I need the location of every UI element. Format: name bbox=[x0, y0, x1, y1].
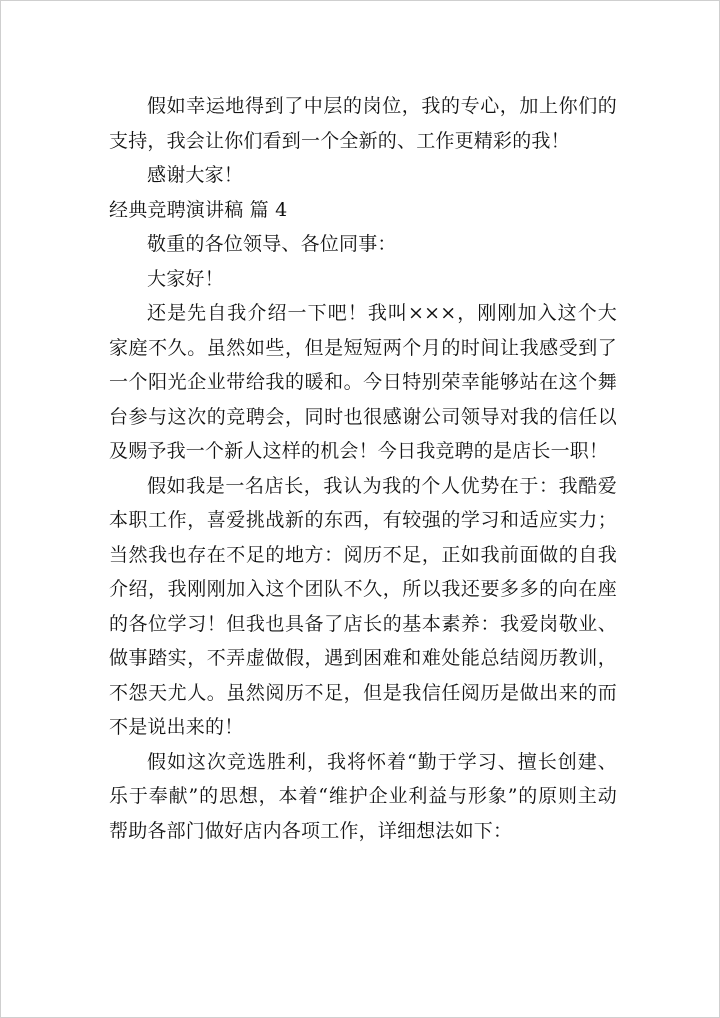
paragraph-plan: 假如这次竞选胜利，我将怀着“勤于学习、擅长创建、乐于奉献”的思想，本着“维护企业利益与形象”的原则主动帮助各部门做好店内各项工作，详细想法如下： bbox=[109, 750, 617, 842]
section-heading: 经典竞聘演讲稿 篇 4 bbox=[109, 198, 288, 221]
paragraph-strengths: 假如我是一名店长，我认为我的个人优势在于：我酷爱本职工作，喜爱挑战新的东西，有较强的学习和适应实力；当然我也存在不足的地方：阅历不足，正如我前面做的自我介绍，我刚刚加入这个团队不久，所以我还要多多的向在座的各位学习！但我也具备了店长的基本素养：我爱岗敬业、做事踏实，不弄虚做假，遇到困难和难处能总结阅历教训，不怨天尤人。虽然阅历不足，但是我信任阅历是做出来的而不是说出来的！ bbox=[109, 474, 617, 738]
paragraph-thanks: 感谢大家！ bbox=[147, 164, 244, 186]
document-body bbox=[109, 89, 617, 848]
paragraph-closing-support: 假如幸运地得到了中层的岗位，我的专心，加上你们的支持，我会让你们看到一个全新的、工作更精彩的我！ bbox=[109, 95, 617, 152]
paragraph-salutation: 敬重的各位领导、各位同事： bbox=[147, 233, 397, 255]
paragraph-introduction: 还是先自我介绍一下吧！我叫×××，刚刚加入这个大家庭不久。虽然如些，但是短短两个月的时间让我感受到了一个阳光企业带给我的暖和。今日特别荣幸能够站在这个舞台参与这次的竞聘会，同时也很感谢公司领导对我的信任以及赐予我一个新人这样的机会！今日我竞聘的是店长一职！ bbox=[109, 302, 617, 462]
paragraph-greeting: 大家好！ bbox=[147, 267, 224, 290]
